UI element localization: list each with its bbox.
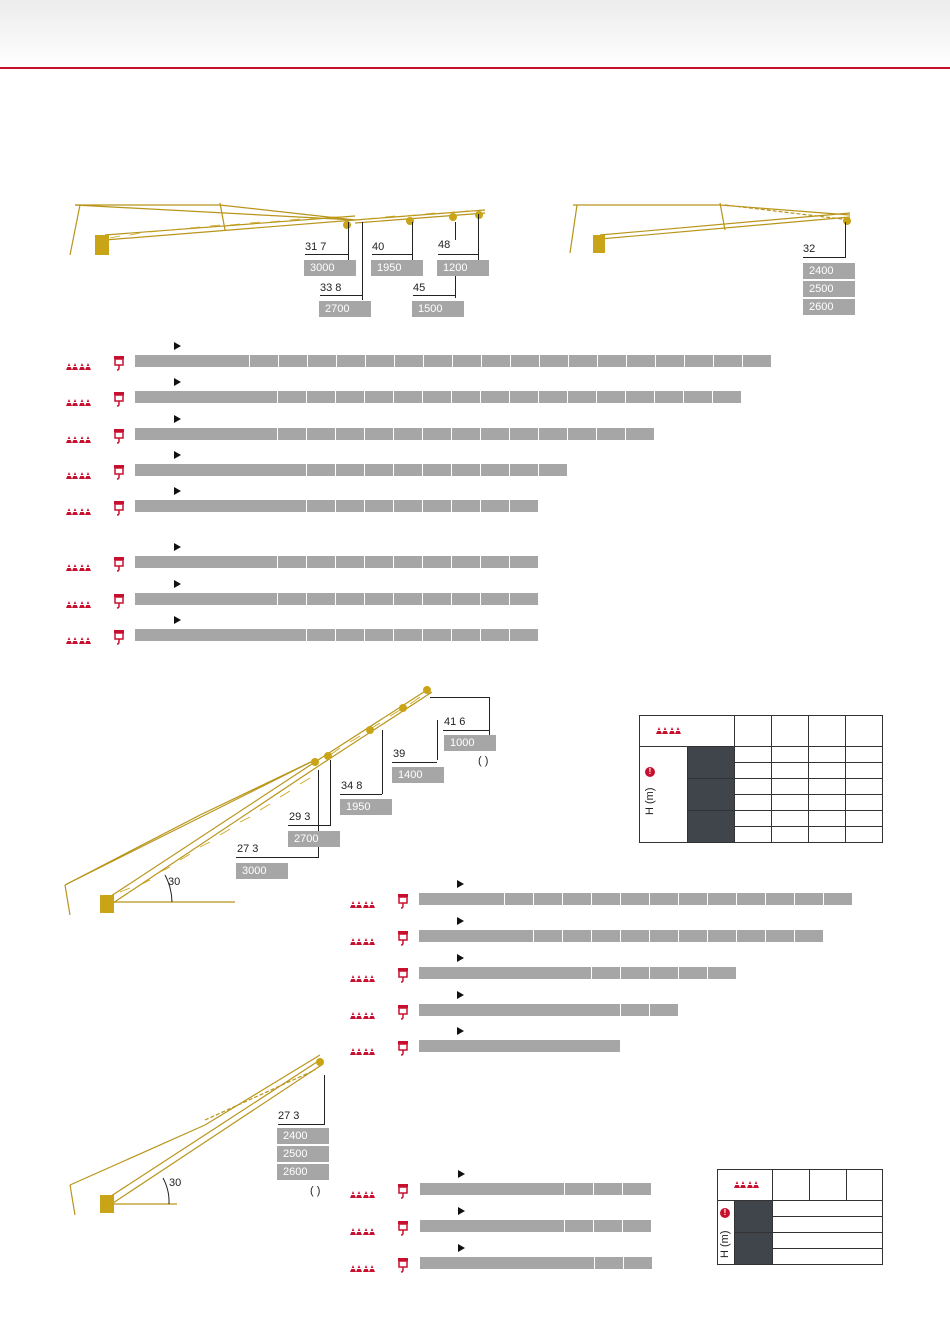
radius-label: 31 7 bbox=[305, 241, 327, 253]
hook-icon bbox=[113, 501, 125, 521]
page-header-band bbox=[0, 0, 950, 67]
bar-cell bbox=[336, 464, 364, 476]
bar-cell bbox=[453, 355, 481, 367]
bar-cell bbox=[824, 893, 852, 905]
load-value-box: 1400 bbox=[392, 767, 444, 783]
bar-cell bbox=[423, 500, 451, 512]
load-chart-bar bbox=[419, 893, 852, 905]
bar-lead-segment bbox=[419, 1004, 620, 1016]
bar-cell bbox=[510, 500, 538, 512]
hook-icon bbox=[397, 1041, 409, 1061]
hook-icon bbox=[397, 894, 409, 914]
bar-cell bbox=[250, 355, 278, 367]
bar-lead-segment bbox=[420, 1257, 594, 1269]
load-chart-bar bbox=[135, 556, 538, 568]
bar-cell bbox=[481, 593, 509, 605]
bar-cell bbox=[423, 464, 451, 476]
bar-cell bbox=[336, 500, 364, 512]
hook-icon bbox=[113, 392, 125, 412]
arrow-right-icon bbox=[174, 487, 181, 495]
bar-cell bbox=[307, 391, 335, 403]
bar-cell bbox=[308, 355, 336, 367]
load-value-box: 1500 bbox=[412, 301, 464, 317]
info-icon: ! bbox=[645, 767, 655, 777]
load-value-box: 2700 bbox=[288, 831, 340, 847]
load-value-box: 2600 bbox=[277, 1164, 329, 1180]
arrow-right-icon bbox=[457, 991, 464, 999]
arrow-right-icon bbox=[457, 880, 464, 888]
radius-label: 34 8 bbox=[341, 780, 363, 792]
load-value-box: 1200 bbox=[437, 260, 489, 276]
bar-cell bbox=[592, 930, 620, 942]
dim-arrow bbox=[803, 257, 845, 258]
bar-cell bbox=[423, 428, 451, 440]
bar-cell bbox=[510, 556, 538, 568]
bar-cell bbox=[307, 629, 335, 641]
hook-icon bbox=[397, 1184, 409, 1204]
radius-label: 45 bbox=[413, 282, 426, 294]
crane-illustration-short-jib bbox=[565, 195, 865, 260]
bar-cell bbox=[795, 893, 823, 905]
load-chart-bar bbox=[420, 1220, 651, 1232]
dim-line bbox=[382, 730, 383, 794]
bar-cell bbox=[481, 428, 509, 440]
bar-cell bbox=[337, 355, 365, 367]
height-axis-label: H (m) bbox=[719, 1230, 731, 1258]
arrow-right-icon bbox=[458, 1244, 465, 1252]
bar-cell bbox=[452, 629, 480, 641]
bar-lead-segment bbox=[135, 556, 277, 568]
hook-icon bbox=[113, 594, 125, 614]
radius-label: 27 3 bbox=[237, 843, 259, 855]
dim-arrow bbox=[413, 295, 455, 296]
brand-logo bbox=[656, 726, 734, 737]
hook-icon bbox=[397, 1005, 409, 1025]
load-chart-bar bbox=[419, 930, 823, 942]
load-chart-bar bbox=[135, 629, 538, 641]
bar-lead-segment bbox=[135, 629, 306, 641]
load-chart-bar bbox=[135, 391, 741, 403]
bar-cell bbox=[713, 391, 741, 403]
bar-cell bbox=[650, 893, 678, 905]
bar-lead-segment bbox=[135, 593, 277, 605]
load-value-box: 1950 bbox=[340, 799, 392, 815]
dim-arrow bbox=[438, 254, 478, 255]
load-value-box: 2400 bbox=[277, 1128, 329, 1144]
dim-arrow bbox=[288, 825, 330, 826]
bar-cell bbox=[568, 428, 596, 440]
arrow-right-icon bbox=[457, 954, 464, 962]
bar-cell bbox=[394, 464, 422, 476]
paren-note: ( ) bbox=[478, 755, 489, 767]
bar-cell bbox=[452, 428, 480, 440]
bar-cell bbox=[714, 355, 742, 367]
radius-label: 40 bbox=[372, 241, 385, 253]
bar-cell bbox=[423, 593, 451, 605]
bar-cell bbox=[394, 556, 422, 568]
bar-cell bbox=[365, 629, 393, 641]
dim-arrow bbox=[443, 730, 489, 731]
dim-arrow bbox=[372, 254, 412, 255]
bar-cell bbox=[623, 1183, 651, 1195]
bar-cell bbox=[737, 893, 765, 905]
dim-line bbox=[412, 222, 413, 260]
dim-line bbox=[330, 760, 331, 826]
dim-line bbox=[489, 697, 490, 735]
info-icon: ! bbox=[720, 1208, 730, 1218]
bar-cell bbox=[650, 930, 678, 942]
bar-cell bbox=[336, 556, 364, 568]
bar-cell bbox=[743, 355, 771, 367]
hook-icon bbox=[113, 630, 125, 650]
bar-cell bbox=[307, 464, 335, 476]
hook-icon bbox=[397, 968, 409, 988]
hook-icon bbox=[113, 356, 125, 376]
bar-cell bbox=[336, 593, 364, 605]
bar-lead-segment bbox=[135, 464, 306, 476]
bar-cell bbox=[481, 464, 509, 476]
bar-cell bbox=[766, 893, 794, 905]
bar-cell bbox=[565, 1220, 593, 1232]
bar-cell bbox=[795, 930, 823, 942]
brand-logo bbox=[350, 970, 376, 988]
bar-cell bbox=[423, 556, 451, 568]
arrow-right-icon bbox=[458, 1207, 465, 1215]
bar-cell bbox=[366, 355, 394, 367]
load-chart-bar bbox=[135, 593, 538, 605]
brand-logo bbox=[350, 1223, 376, 1241]
load-chart-bar bbox=[419, 1040, 620, 1052]
load-value-box: 2600 bbox=[803, 299, 855, 315]
dim-line bbox=[455, 276, 456, 298]
bar-lead-segment bbox=[419, 967, 591, 979]
bar-lead-segment bbox=[135, 428, 277, 440]
dim-arrow bbox=[278, 1124, 324, 1125]
bar-cell bbox=[481, 556, 509, 568]
radius-label: 41 6 bbox=[444, 716, 466, 728]
brand-logo bbox=[66, 394, 92, 412]
bar-cell bbox=[621, 893, 649, 905]
bar-cell bbox=[565, 1183, 593, 1195]
dim-arrow bbox=[320, 295, 362, 296]
bar-cell bbox=[627, 355, 655, 367]
bar-cell bbox=[307, 500, 335, 512]
height-config-table bbox=[639, 715, 883, 843]
bar-cell bbox=[534, 930, 562, 942]
brand-logo bbox=[66, 559, 92, 577]
load-value-box: 1950 bbox=[371, 260, 423, 276]
load-chart-bar bbox=[135, 464, 567, 476]
bar-lead-segment bbox=[420, 1220, 564, 1232]
bar-cell bbox=[278, 391, 306, 403]
brand-logo bbox=[66, 358, 92, 376]
bar-cell bbox=[481, 629, 509, 641]
brand-logo bbox=[734, 1180, 772, 1191]
dim-arrow bbox=[340, 794, 382, 795]
dim-line bbox=[437, 720, 438, 760]
paren-note: ( ) bbox=[310, 1185, 321, 1197]
height-config-table-2 bbox=[717, 1169, 883, 1265]
brand-logo bbox=[66, 431, 92, 449]
bar-cell bbox=[452, 593, 480, 605]
brand-logo bbox=[350, 1260, 376, 1278]
hook-icon bbox=[397, 931, 409, 951]
load-chart-bar bbox=[420, 1257, 652, 1269]
bar-cell bbox=[708, 930, 736, 942]
brand-logo bbox=[66, 467, 92, 485]
load-value-box: 2500 bbox=[803, 281, 855, 297]
bar-cell bbox=[394, 391, 422, 403]
bar-cell bbox=[650, 967, 678, 979]
bar-cell bbox=[624, 1257, 652, 1269]
bar-cell bbox=[626, 391, 654, 403]
radius-label: 39 bbox=[393, 748, 406, 760]
arrow-right-icon bbox=[174, 451, 181, 459]
bar-cell bbox=[365, 391, 393, 403]
dim-arrow bbox=[392, 762, 437, 763]
bar-cell bbox=[452, 391, 480, 403]
bar-cell bbox=[336, 391, 364, 403]
arrow-right-icon bbox=[174, 342, 181, 350]
bar-cell bbox=[592, 893, 620, 905]
bar-cell bbox=[307, 556, 335, 568]
bar-cell bbox=[510, 629, 538, 641]
bar-cell bbox=[394, 593, 422, 605]
dim-arrow bbox=[236, 857, 318, 858]
radius-label: 27 3 bbox=[278, 1110, 300, 1122]
bar-cell bbox=[594, 1183, 622, 1195]
arrow-right-icon bbox=[457, 917, 464, 925]
load-chart-bar bbox=[135, 500, 538, 512]
bar-cell bbox=[394, 629, 422, 641]
bar-cell bbox=[395, 355, 423, 367]
bar-cell bbox=[423, 391, 451, 403]
bar-cell bbox=[307, 428, 335, 440]
bar-cell bbox=[278, 428, 306, 440]
load-value-box: 2700 bbox=[319, 301, 371, 317]
load-value-box: 2500 bbox=[277, 1146, 329, 1162]
dim-line bbox=[455, 222, 456, 240]
bar-cell bbox=[278, 593, 306, 605]
bar-cell bbox=[708, 893, 736, 905]
arrow-right-icon bbox=[174, 580, 181, 588]
bar-cell bbox=[621, 930, 649, 942]
brand-logo bbox=[350, 933, 376, 951]
bar-cell bbox=[539, 428, 567, 440]
brand-logo bbox=[350, 1043, 376, 1061]
bar-cell bbox=[365, 500, 393, 512]
bar-cell bbox=[737, 930, 765, 942]
dim-arrow bbox=[305, 254, 348, 255]
brand-logo bbox=[66, 596, 92, 614]
bar-cell bbox=[452, 464, 480, 476]
bar-cell bbox=[569, 355, 597, 367]
load-chart-bar bbox=[135, 428, 654, 440]
bar-cell bbox=[679, 930, 707, 942]
bar-cell bbox=[510, 428, 538, 440]
crane-illustration-horizontal bbox=[65, 195, 495, 265]
bar-cell bbox=[336, 629, 364, 641]
bar-lead-segment bbox=[135, 500, 306, 512]
bar-cell bbox=[679, 893, 707, 905]
brand-logo bbox=[66, 632, 92, 650]
bar-cell bbox=[365, 464, 393, 476]
bar-cell bbox=[685, 355, 713, 367]
bar-cell bbox=[597, 391, 625, 403]
bar-cell bbox=[766, 930, 794, 942]
bar-cell bbox=[510, 391, 538, 403]
arrow-right-icon bbox=[174, 378, 181, 386]
bar-cell bbox=[505, 893, 533, 905]
bar-cell bbox=[482, 355, 510, 367]
load-value-box: 3000 bbox=[304, 260, 356, 276]
hook-icon bbox=[113, 429, 125, 449]
bar-cell bbox=[597, 428, 625, 440]
angle-label: 30 bbox=[168, 876, 181, 888]
bar-lead-segment bbox=[420, 1183, 564, 1195]
bar-cell bbox=[365, 556, 393, 568]
load-chart-bar bbox=[420, 1183, 651, 1195]
bar-lead-segment bbox=[419, 1040, 620, 1052]
dim-line bbox=[324, 1075, 325, 1125]
load-chart-bar bbox=[419, 967, 736, 979]
hook-icon bbox=[397, 1258, 409, 1278]
dim-line bbox=[845, 222, 846, 258]
brand-logo bbox=[350, 896, 376, 914]
arrow-right-icon bbox=[174, 415, 181, 423]
header-red-rule bbox=[0, 67, 950, 69]
bar-cell bbox=[336, 428, 364, 440]
bar-cell bbox=[592, 967, 620, 979]
dim-line bbox=[348, 222, 349, 260]
bar-cell bbox=[655, 391, 683, 403]
arrow-right-icon bbox=[174, 543, 181, 551]
bar-cell bbox=[679, 967, 707, 979]
load-value-box: 2400 bbox=[803, 263, 855, 279]
dim-line bbox=[478, 214, 479, 260]
bar-cell bbox=[568, 391, 596, 403]
radius-label: 48 bbox=[438, 239, 451, 251]
bar-cell bbox=[481, 500, 509, 512]
bar-cell bbox=[394, 428, 422, 440]
bar-cell bbox=[563, 893, 591, 905]
bar-cell bbox=[539, 391, 567, 403]
load-chart-bar bbox=[419, 1004, 678, 1016]
load-chart-bar bbox=[135, 355, 771, 367]
load-value-box: 1000 bbox=[444, 735, 496, 751]
bar-cell bbox=[621, 967, 649, 979]
arrow-right-icon bbox=[458, 1170, 465, 1178]
bar-cell bbox=[708, 967, 736, 979]
bar-cell bbox=[539, 464, 567, 476]
height-axis-label: H (m) bbox=[644, 787, 656, 815]
bar-cell bbox=[684, 391, 712, 403]
hook-icon bbox=[397, 1221, 409, 1241]
hook-icon bbox=[113, 465, 125, 485]
bar-lead-segment bbox=[419, 930, 533, 942]
bar-cell bbox=[279, 355, 307, 367]
bar-cell bbox=[540, 355, 568, 367]
bar-cell bbox=[626, 428, 654, 440]
bar-cell bbox=[365, 593, 393, 605]
bar-cell bbox=[394, 500, 422, 512]
bar-cell bbox=[595, 1257, 623, 1269]
dim-line bbox=[362, 222, 363, 300]
angle-label: 30 bbox=[169, 1177, 182, 1189]
bar-cell bbox=[307, 593, 335, 605]
load-value-box: 3000 bbox=[236, 863, 288, 879]
bar-cell bbox=[650, 1004, 678, 1016]
bar-cell bbox=[511, 355, 539, 367]
bar-cell bbox=[623, 1220, 651, 1232]
radius-label: 32 bbox=[803, 243, 816, 255]
brand-logo bbox=[350, 1007, 376, 1025]
bar-cell bbox=[563, 930, 591, 942]
bar-cell bbox=[424, 355, 452, 367]
bar-cell bbox=[481, 391, 509, 403]
bar-cell bbox=[365, 428, 393, 440]
bar-lead-segment bbox=[419, 893, 504, 905]
bar-cell bbox=[278, 556, 306, 568]
bar-cell bbox=[452, 556, 480, 568]
bar-lead-segment bbox=[135, 391, 277, 403]
hook-icon bbox=[113, 557, 125, 577]
bar-cell bbox=[621, 1004, 649, 1016]
arrow-right-icon bbox=[174, 616, 181, 624]
arrow-right-icon bbox=[457, 1027, 464, 1035]
radius-label: 33 8 bbox=[320, 282, 342, 294]
bar-cell bbox=[510, 593, 538, 605]
bar-cell bbox=[423, 629, 451, 641]
dim-line bbox=[430, 697, 490, 698]
bar-cell bbox=[656, 355, 684, 367]
bar-cell bbox=[598, 355, 626, 367]
bar-cell bbox=[452, 500, 480, 512]
bar-cell bbox=[510, 464, 538, 476]
bar-lead-segment bbox=[135, 355, 249, 367]
bar-cell bbox=[594, 1220, 622, 1232]
bar-cell bbox=[534, 893, 562, 905]
brand-logo bbox=[350, 1186, 376, 1204]
radius-label: 29 3 bbox=[289, 811, 311, 823]
brand-logo bbox=[66, 503, 92, 521]
